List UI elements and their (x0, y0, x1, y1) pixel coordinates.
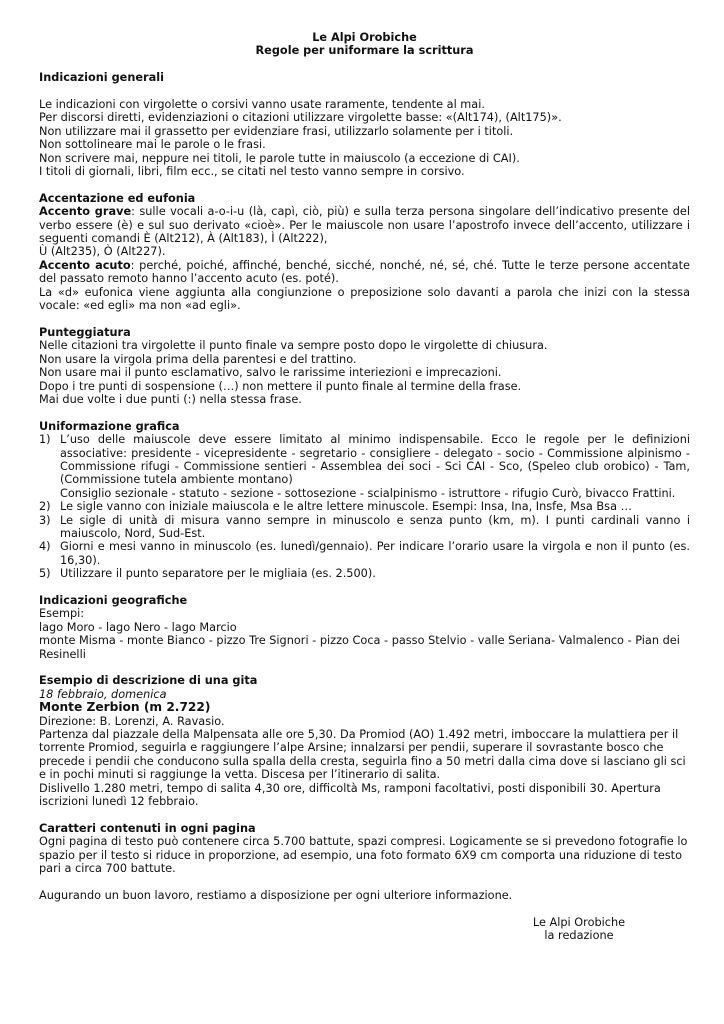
accento-acuto-paragraph (39, 259, 690, 286)
punteggiatura-line: Dopo i tre punti di sospensione (…) non mettere il punto finale al termine della frase. (39, 379, 522, 393)
list-item (39, 540, 690, 567)
punteggiatura-line: Non usare mai il punto esclamativo, salvo le rarissime interiezioni e imprecazioni. (39, 366, 502, 380)
signature-block (39, 916, 690, 946)
section-heading-geografiche: Indicazioni geografiche (39, 593, 188, 607)
gita-dislivello: Dislivello 1.280 metri, tempo di salita 4,30 ore, difficoltà Ms, ramponi facoltativi, posti disponibili 30. Apertura iscrizioni lunedì 12 febbraio. (39, 781, 661, 809)
list-item (39, 514, 690, 541)
generali-line: Non utilizzare mai il grassetto per evidenziare frasi, utilizzarlo solamente per i titoli. (39, 124, 514, 138)
accento-grave-line2: Ù (Alt235), Ò (Alt227). (39, 245, 166, 259)
generali-line: Non scrivere mai, neppure nei titoli, le parole tutte in maiuscolo (a eccezione di CAI). (39, 151, 520, 165)
closing-line: Augurando un buon lavoro, restiamo a disposizione per ogni ulteriore informazione. (39, 888, 513, 902)
section-heading-gita: Esempio di descrizione di una gita (39, 674, 258, 688)
document-page (39, 31, 690, 946)
generali-line: Le indicazioni con virgolette o corsivi vanno usate raramente, tendente al mai. (39, 98, 485, 111)
eufonica-paragraph: La «d» eufonica viene aggiunta alla congiunzione o preposizione solo davanti a parola che inizi con la stessa vocale: «ed egli» ma non «ad egli». (39, 285, 690, 313)
list-item-number: 1) (39, 433, 51, 447)
list-item-extra: Consiglio sezionale - statuto - sezione - sottosezione - scialpinismo - istruttore - rifugio Curò, bivacco Frattini. (60, 486, 676, 500)
geografiche-line: lago Moro - lago Nero - lago Marcio (39, 620, 237, 634)
grafica-list (39, 433, 690, 580)
section-heading-generali: Indicazioni generali (39, 71, 164, 85)
accento-grave-paragraph (39, 205, 690, 245)
list-item (39, 500, 690, 513)
list-item-number: 3) (39, 513, 51, 527)
section-heading-caratteri: Caratteri contenuti in ogni pagina (39, 821, 256, 835)
list-item-text: Le sigle vanno con iniziale maiuscola e le altre lettere minuscole. Esempi: Insa, Ina, Insfe, Msa Bsa … (60, 500, 632, 514)
section-heading-punteggiatura: Punteggiatura (39, 325, 131, 339)
accento-acuto-label: Accento acuto (39, 258, 131, 272)
geografiche-label: Esempi: (39, 607, 85, 621)
accento-grave-label: Accento grave (39, 205, 132, 219)
signature-line: Le Alpi Orobiche (532, 915, 626, 929)
gita-direzione: Direzione: B. Lorenzi, A. Ravasio. (39, 714, 225, 728)
document-subtitle: Regole per uniformare la scrittura (255, 44, 474, 58)
gita-name: Monte Zerbion (m 2.722) (39, 700, 211, 715)
list-item (39, 433, 690, 500)
list-item-text: L’uso delle maiuscole deve essere limitato al minimo indispensabile. Ecco le regole per le definizioni associative: presidente - vicepresidente - segretario - consigliere - delegato - socio - Commissione alpinismo - Commissione rifugi - Commissione sentieri - Assemblea dei soci - Sci CAI - Sco, (Speleo club orobico) - Tam, (Commissione tutela ambiente montano) (60, 433, 690, 487)
list-item (39, 567, 690, 580)
accento-acuto-text: : perché, poiché, affinché, benché, sicché, nonché, né, sé, ché. Tutte le terze persone accentate del passato remoto hanno l’accento acuto (es. poté). (39, 258, 690, 286)
list-item-number: 2) (39, 500, 51, 514)
list-item-number: 4) (39, 540, 51, 554)
gita-partenza: Partenza dal piazzale della Malpensata alle ore 5,30. Da Promiod (AO) 1.492 metri, imboccare la mulattiera per il torrente Promiod, seguirla e raggiungere l’alpe Arsine; innalzarsi per pendii, superare il sovrastante bosco che precede i pendii che conducono sulla spalla della cresta, seguirla fino a 50 metri dalla cima dove si lasciano gli sci e in pochi minuti si raggiunge la vetta. Discesa per l’itinerario di salita. (39, 728, 686, 782)
list-item-text: Giorni e mesi vanno in minuscolo (es. lunedì/gennaio). Per indicare l’orario usare la virgola e non il punto (es. 16,30). (60, 540, 690, 567)
list-item-text: Utilizzare il punto separatore per le migliaia (es. 2.500). (60, 567, 376, 581)
punteggiatura-line: Nelle citazioni tra virgolette il punto finale va sempre posto dopo le virgolette di chiusura. (39, 339, 548, 353)
punteggiatura-line: Non usare la virgola prima della parentesi e del trattino. (39, 352, 357, 366)
generali-line: Per discorsi diretti, evidenziazioni o citazioni utilizzare virgolette basse: «(Alt174), (Alt175)». (39, 111, 562, 125)
section-heading-grafica: Uniformazione grafica (39, 419, 180, 433)
punteggiatura-line: Mai due volte i due punti (:) nella stessa frase. (39, 392, 302, 406)
document-title: Le Alpi Orobiche (312, 31, 417, 44)
gita-date: 18 febbraio, domenica (39, 687, 167, 701)
signature-line: la redazione (544, 929, 614, 943)
geografiche-line: monte Misma - monte Bianco - pizzo Tre Signori - pizzo Coca - passo Stelvio - valle Seriana- Valmalenco - Pian dei Resinelli (39, 634, 680, 661)
list-item-text: Le sigle di unità di misura vanno sempre in minuscolo e senza punto (km, m). I punti cardinali vanno i maiuscolo, Nord, Sud-Est. (60, 513, 690, 540)
generali-line: Non sottolineare mai le parole o le frasi. (39, 138, 266, 152)
section-heading-accentazione: Accentazione ed eufonia (39, 191, 196, 205)
accento-grave-text: : sulle vocali a-o-i-u (là, capì, ciò, più) e sulla terza persona singolare dell’indicativo presente del verbo essere (è) e sul suo derivato «cioè». Per le maiuscole non usare l’apostrofo invece dell’accento, utilizzare i seguenti comandi È (Alt212), À (Alt183), Ì (Alt222), (39, 205, 690, 246)
list-item-number: 5) (39, 567, 51, 581)
generali-line: I titoli di giornali, libri, film ecc., se citati nel testo vanno sempre in corsivo. (39, 165, 465, 179)
caratteri-text: Ogni pagina di testo può contenere circa 5.700 battute, spazi compresi. Logicamente se si prevedono fotografie lo spazio per il testo si riduce in proporzione, ad esempio, una foto formato 6X9 cm comporta una riduzione di testo pari a circa 700 battute. (39, 835, 688, 876)
